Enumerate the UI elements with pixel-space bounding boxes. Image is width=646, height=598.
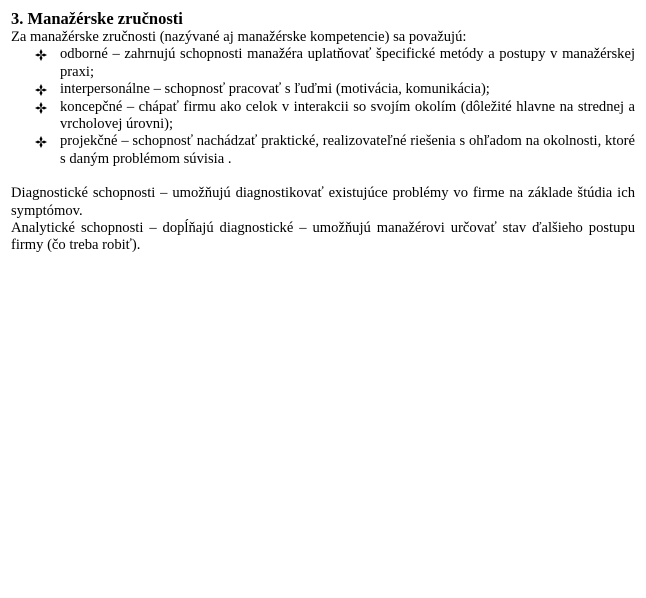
- skills-list: [11, 46, 635, 168]
- list-item-text: projekčné – schopnosť nachádzať praktické, realizovateľné riešenia s ohľadom na okolnosti, ktoré s daným problémom súvisia .: [60, 133, 635, 167]
- list-item: [11, 99, 635, 134]
- list-item: [11, 133, 635, 168]
- four-diamond-bullet-icon: [35, 136, 47, 148]
- list-item-text: koncepčné – chápať firmu ako celok v interakcii so svojím okolím (dôležité hlavne na strednej a vrcholovej úrovni);: [60, 98, 635, 133]
- list-item-text: interpersonálne – schopnosť pracovať s ľuďmi (motivácia, komunikácia);: [60, 81, 490, 98]
- four-diamond-bullet-icon: [35, 84, 47, 96]
- list-item: [11, 81, 635, 98]
- analytic-paragraph: Analytické schopnosti – dopĺňajú diagnostické – umožňujú manažérovi určovať stav ďalšieho postupu firmy (čo treba robiť).: [11, 220, 635, 254]
- four-diamond-bullet-icon: [35, 49, 47, 61]
- list-item: [11, 46, 635, 81]
- blank-line: [11, 168, 635, 185]
- document-page: [11, 9, 635, 255]
- intro-text: Za manažérske zručnosti (nazývané aj manažérske kompetencie) sa považujú:: [11, 29, 467, 45]
- section-heading: 3. Manažérske zručnosti: [11, 9, 183, 28]
- four-diamond-bullet-icon: [35, 102, 47, 114]
- list-item-text: odborné – zahrnujú schopnosti manažéra uplatňovať špecifické metódy a postupy v manažérskej praxi;: [60, 46, 635, 80]
- diagnostic-paragraph: Diagnostické schopnosti – umožňujú diagnostikovať existujúce problémy vo firme na základe štúdia ich symptómov.: [11, 185, 635, 219]
